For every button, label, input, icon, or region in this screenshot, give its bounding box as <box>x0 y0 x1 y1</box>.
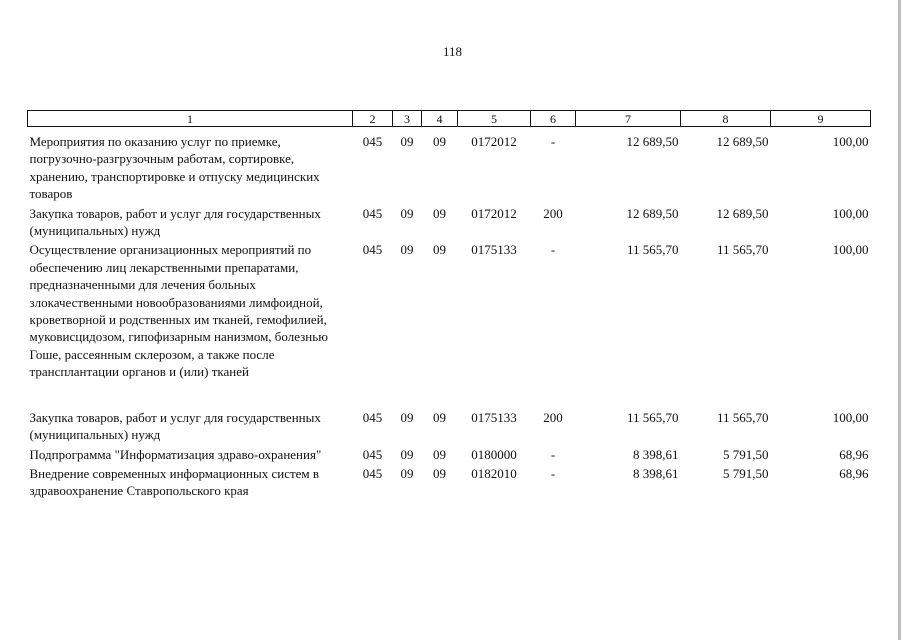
cell-col5: 0172012 <box>471 134 517 149</box>
cell-col9: 68,96 <box>839 465 869 481</box>
column-header-4: 4 <box>422 111 458 127</box>
table-row <box>28 239 871 380</box>
budget-table <box>27 110 871 500</box>
column-header-3: 3 <box>393 111 422 127</box>
cell-col2: 045 <box>362 465 383 481</box>
cell-col3: 09 <box>400 205 414 221</box>
row-name: Подпрограмма "Информатизация здраво-охранения" <box>29 446 322 462</box>
cell-col8: 11 565,70 <box>716 242 769 258</box>
cell-col2: 045 <box>362 409 383 425</box>
table-row <box>28 463 871 500</box>
cell-col8: 12 689,50 <box>716 134 769 149</box>
row-name: Осуществление организационных мероприятий по обеспечению лиц лекарственными препаратами, предназначенными для лечения больных злокачественными новообразованиями лимфоидной, кроветворной и родственных им тканей, гемофилией, муковисцидозом, гипофизарным нанизмом, болезнью Гоше, рассеянным склерозом, а также после трансплантации органов и (или) тканей <box>29 242 328 380</box>
cell-col5: 0182010 <box>471 465 517 481</box>
cell-col3: 09 <box>400 242 414 258</box>
column-header-2: 2 <box>353 111 393 127</box>
cell-col4: 09 <box>433 409 446 425</box>
cell-col3: 09 <box>400 134 414 149</box>
table-header-row <box>28 111 871 127</box>
row-name: Закупка товаров, работ и услуг для государственных (муниципальных) нужд <box>29 409 321 443</box>
table-row <box>28 127 871 203</box>
cell-col9: 100,00 <box>832 242 869 258</box>
cell-col4: 09 <box>433 242 446 258</box>
cell-col9: 68,96 <box>839 446 869 462</box>
column-header-7: 7 <box>576 111 681 127</box>
cell-col2: 045 <box>362 134 383 149</box>
table-row <box>28 203 871 240</box>
cell-col4: 09 <box>433 465 446 481</box>
cell-col9: 100,00 <box>832 134 869 149</box>
cell-col9: 100,00 <box>832 409 869 425</box>
column-header-1: 1 <box>28 111 353 127</box>
cell-col3: 09 <box>400 465 414 481</box>
cell-col7: 12 689,50 <box>626 205 679 221</box>
column-header-6: 6 <box>531 111 576 127</box>
cell-col8: 5 791,50 <box>723 446 769 462</box>
cell-col5: 0180000 <box>471 446 517 462</box>
column-header-5: 5 <box>458 111 531 127</box>
cell-col6: - <box>550 134 556 149</box>
cell-col4: 09 <box>433 134 446 149</box>
cell-col7: 8 398,61 <box>633 446 679 462</box>
page-number: 118 <box>442 44 463 59</box>
cell-col8: 12 689,50 <box>716 205 769 221</box>
scan-edge <box>898 0 901 640</box>
cell-col6: 200 <box>543 409 563 425</box>
cell-col6: - <box>550 242 556 258</box>
cell-col7: 11 565,70 <box>626 409 679 425</box>
row-name: Мероприятия по оказанию услуг по приемке, погрузочно-разгрузочным работам, сортировке, хранению, транспортировке и отпуску медицинских товаров <box>29 134 320 202</box>
table-row <box>28 381 871 444</box>
cell-col6: - <box>550 446 556 462</box>
cell-col7: 12 689,50 <box>626 134 679 149</box>
cell-col5: 0175133 <box>471 242 517 258</box>
table-row <box>28 444 871 463</box>
cell-col7: 8 398,61 <box>633 465 679 481</box>
row-name: Закупка товаров, работ и услуг для государственных (муниципальных) нужд <box>29 205 321 239</box>
column-header-8: 8 <box>681 111 771 127</box>
cell-col2: 045 <box>362 205 383 221</box>
cell-col4: 09 <box>433 205 446 221</box>
cell-col5: 0172012 <box>471 205 517 221</box>
cell-col4: 09 <box>433 446 446 462</box>
column-header-9: 9 <box>771 111 871 127</box>
row-name: Внедрение современных информационных систем в здравоохранение Ставропольского края <box>29 465 320 499</box>
cell-col2: 045 <box>362 242 383 258</box>
cell-col6: 200 <box>543 205 563 221</box>
cell-col2: 045 <box>362 446 383 462</box>
cell-col9: 100,00 <box>832 205 869 221</box>
cell-col5: 0175133 <box>471 409 517 425</box>
cell-col3: 09 <box>400 446 414 462</box>
cell-col3: 09 <box>400 409 414 425</box>
cell-col8: 5 791,50 <box>723 465 769 481</box>
cell-col7: 11 565,70 <box>626 242 679 258</box>
cell-col8: 11 565,70 <box>716 409 769 425</box>
cell-col6: - <box>550 465 556 481</box>
